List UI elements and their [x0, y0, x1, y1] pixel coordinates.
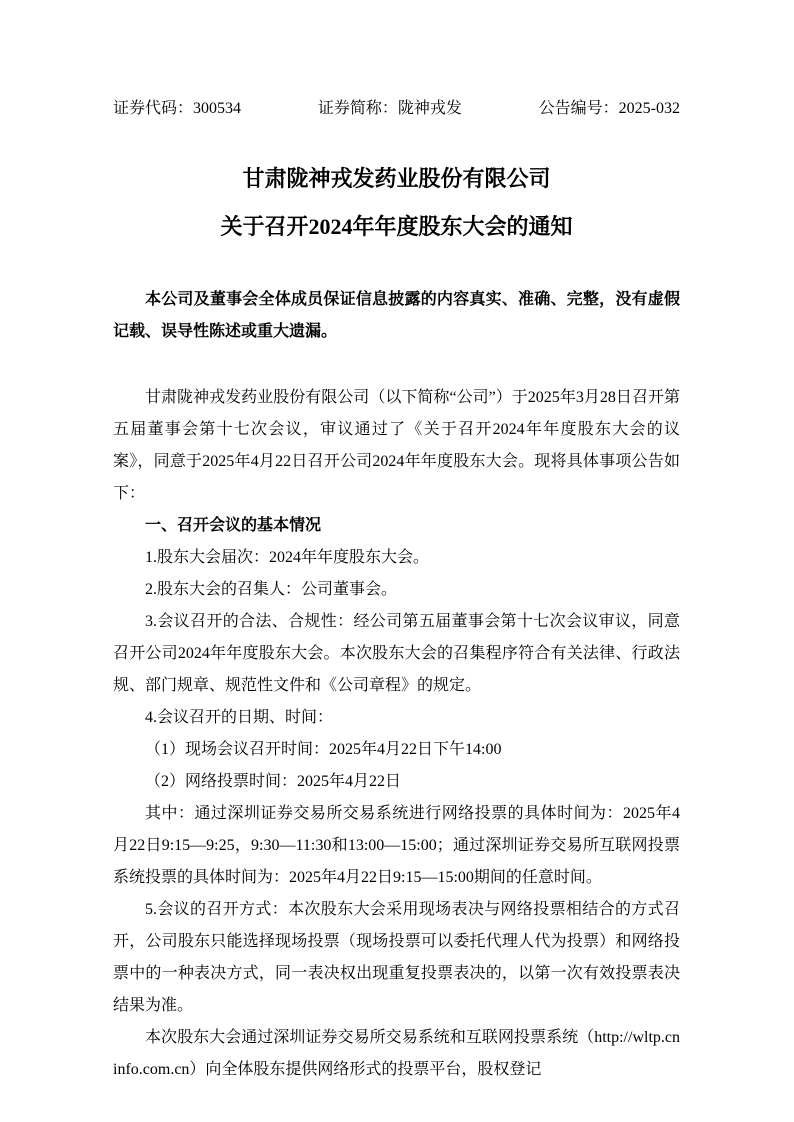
announcement-title: 关于召开2024年年度股东大会的通知 — [220, 214, 573, 239]
item-voting-platform: 本次股东大会通过深圳证券交易所交易系统和互联网投票系统（http://wltp.cninfo.com.cn）向全体股东提供网络形式的投票平台，股权登记 — [113, 1029, 680, 1078]
disclaimer-statement: 本公司及董事会全体成员保证信息披露的内容真实、准确、完整，没有虚假记载、误导性陈述或重大遗漏。 — [113, 291, 680, 340]
announcement-number: 公告编号：2025-032 — [538, 100, 680, 117]
intro-paragraph: 甘肃陇神戎发药业股份有限公司（以下简称“公司”）于2025年3月28日召开第五届董事会第十七次会议，审议通过了《关于召开2024年年度股东大会的议案》，同意于2025年4月22日召开公司2024年年度股东大会。现将具体事项公告如下： — [113, 389, 680, 502]
item-online-voting-time: （2）网络投票时间：2025年4月22日 — [145, 773, 402, 790]
stock-code: 证券代码：300534 — [113, 100, 242, 117]
company-name-title: 甘肃陇神戎发药业股份有限公司 — [242, 166, 551, 191]
item-convener: 2.股东大会的召集人：公司董事会。 — [145, 581, 398, 598]
document-body — [113, 382, 680, 1086]
item-meeting-method: 5.会议的召开方式：本次股东大会采用现场表决与网络投票相结合的方式召开，公司股东只能选择现场投票（现场投票可以委托代理人代为投票）和网络投票中的一种表决方式，同一表决权出现重复投票表决的，以第一次有效投票表决结果为准。 — [113, 901, 680, 1014]
document-content — [113, 98, 680, 1086]
stock-abbreviation: 证券简称：陇神戎发 — [317, 100, 462, 117]
item-meeting-session: 1.股东大会届次：2024年年度股东大会。 — [145, 549, 430, 566]
item-onsite-meeting-time: （1）现场会议召开时间：2025年4月22日下午14:00 — [145, 741, 502, 758]
section-heading-basic-info: 一、召开会议的基本情况 — [145, 517, 322, 534]
item-date-time: 4.会议召开的日期、时间： — [145, 709, 334, 726]
document-header-row — [113, 98, 680, 120]
item-online-voting-detail: 其中：通过深圳证券交易所交易系统进行网络投票的具体时间为：2025年4月22日9:15—9:25，9:30—11:30和13:00—15:00；通过深圳证券交易所互联网投票系统投票的具体时间为：2025年4月22日9:15—15:00期间的任意时间。 — [113, 805, 680, 886]
item-legality: 3.会议召开的合法、合规性：经公司第五届董事会第十七次会议审议，同意召开公司2024年年度股东大会。本次股东大会的召集程序符合有关法律、行政法规、部门规章、规范性文件和《公司章程》的规定。 — [113, 613, 680, 694]
